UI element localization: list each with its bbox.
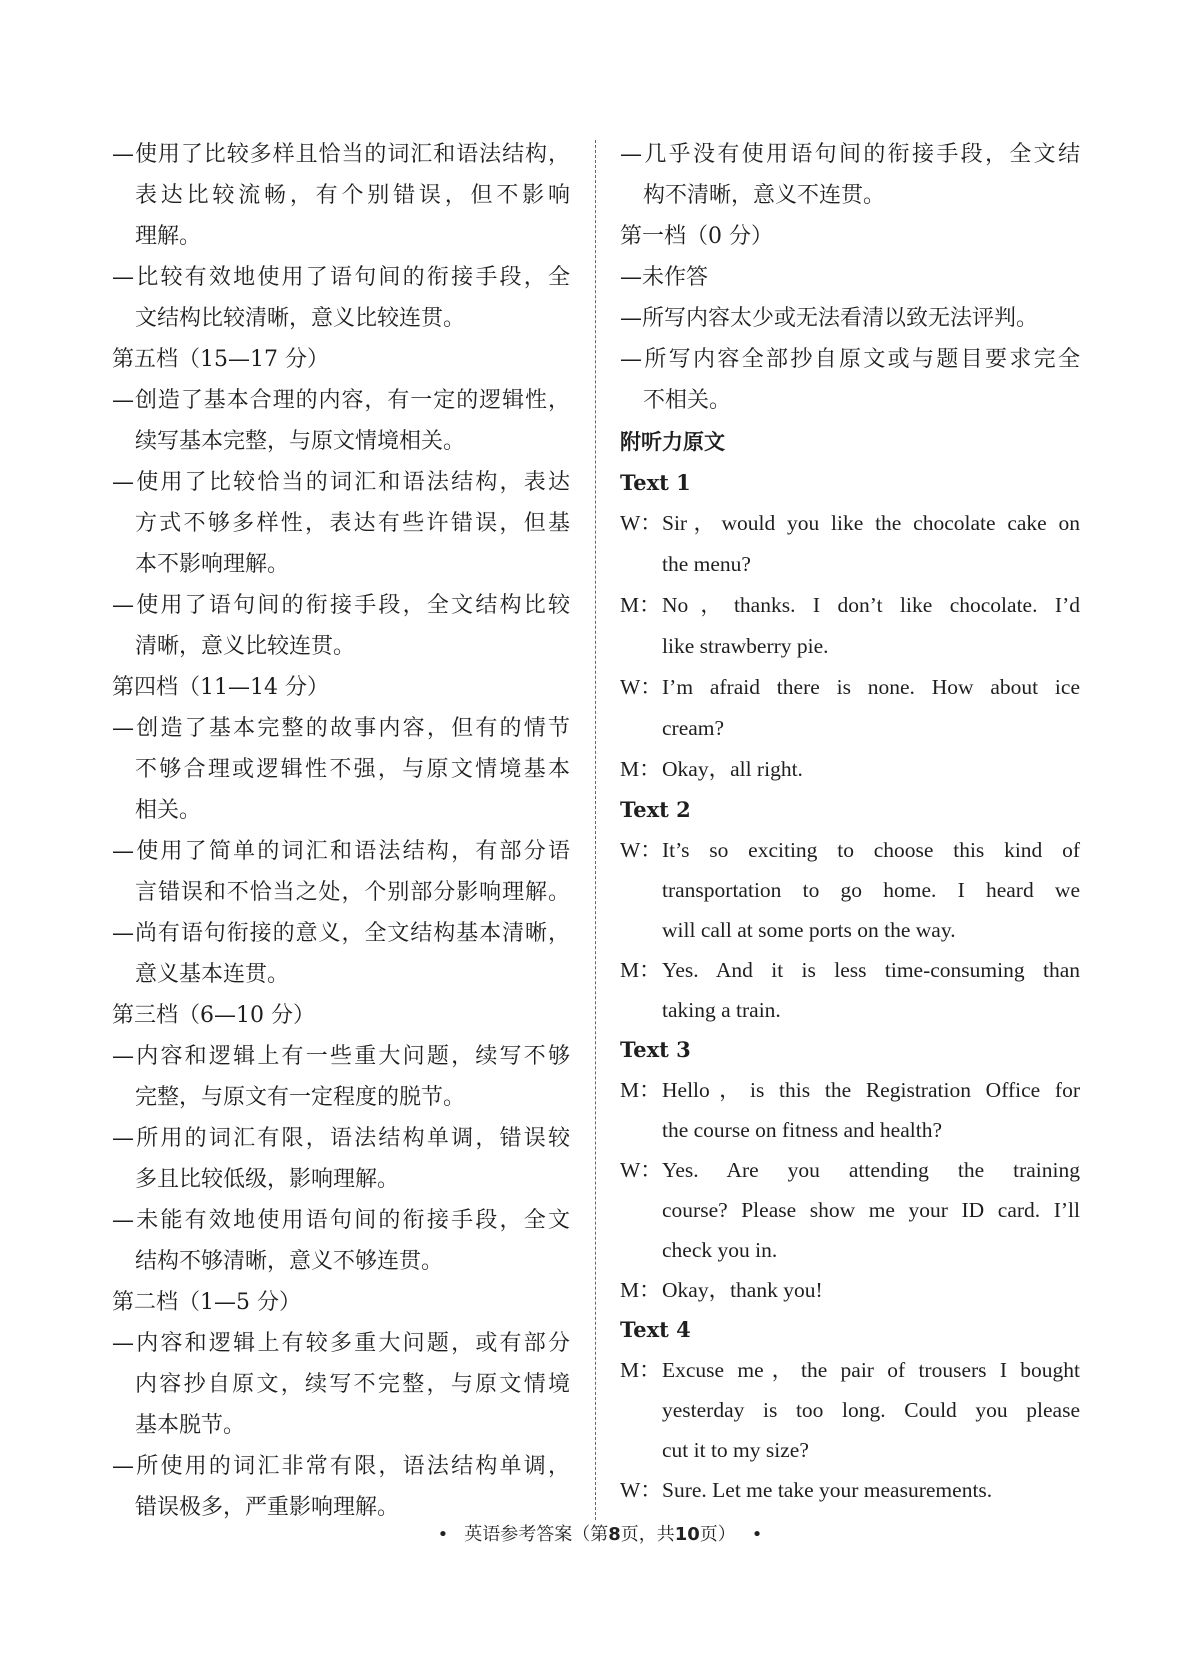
dialogue-line: M： Okay，thank you! [620,1270,1080,1310]
band-heading: 第五档（15—17 分） [112,347,329,372]
rubric-line: —几乎没有使用语句间的衔接手段，全文结 [620,142,1080,167]
rubric-line: 构不清晰，意义不连贯。 [643,183,886,208]
page-footer [0,1520,1200,1546]
dialogue-line: W： Sir，would you like the chocolate cake on [620,503,1080,544]
dialogue-continuation: will call at some ports on the way. [662,918,956,942]
speaker-label: W： [620,1158,662,1182]
rubric-line: 方式不够多样性，表达有些许错误，但基 [135,511,570,536]
dialogue-continuation: like strawberry pie. [662,634,829,658]
text-title: Text 1 [620,470,691,495]
dialogue-continuation: cut it to my size? [662,1438,809,1462]
dialogue-line: W： Sure. Let me take your measurements. [620,1470,1080,1510]
rubric-line: —内容和逻辑上有一些重大问题，续写不够 [112,1044,570,1069]
rubric-line: —所用的词汇有限，语法结构单调，错误较 [112,1126,570,1151]
band-heading: 第一档（0 分） [620,224,773,249]
rubric-line: 清晰，意义比较连贯。 [135,634,356,659]
rubric-line: 基本脱节。 [135,1413,246,1438]
rubric-line: 文结构比较清晰，意义比较连贯。 [135,306,466,331]
footer-middle: 页，共 [620,1524,675,1545]
dialogue-line: W： Yes. Are you attending the training [620,1150,1080,1190]
rubric-line: —使用了语句间的衔接手段，全文结构比较 [112,593,570,618]
rubric-line: 多且比较低级，影响理解。 [135,1167,400,1192]
rubric-line: 表达比较流畅，有个别错误，但不影响 [135,183,570,208]
speaker-label: M： [620,1358,661,1382]
rubric-line: —使用了比较多样且恰当的词汇和语法结构， [112,142,570,167]
rubric-line: —未能有效地使用语句间的衔接手段，全文 [112,1208,570,1233]
rubric-line: 完整，与原文有一定程度的脱节。 [135,1085,466,1110]
rubric-line: 错误极多，严重影响理解。 [135,1495,400,1520]
text-title: Text 2 [620,797,691,822]
rubric-line: —创造了基本合理的内容，有一定的逻辑性， [112,388,570,413]
rubric-line: —使用了比较恰当的词汇和语法结构，表达 [112,470,570,495]
speaker-label: M： [620,1078,661,1102]
right-column [620,134,1080,1510]
speaker-label: W： [620,838,662,862]
text-title: Text 4 [620,1317,691,1342]
rubric-line: 不够合理或逻辑性不强，与原文情境基本 [135,757,570,782]
dialogue-continuation: transportation to go home. I heard we [662,878,1080,902]
rubric-line: —所写内容全部抄自原文或与题目要求完全 [620,347,1080,372]
page-total: 10 [674,1524,700,1545]
dialogue-continuation: the course on fitness and health? [662,1118,943,1142]
speaker-label: M： [620,958,661,982]
speaker-label: W： [620,675,662,699]
rubric-line: 内容抄自原文，续写不完整，与原文情境 [135,1372,570,1397]
rubric-line: —未作答 [620,265,709,290]
left-column [112,134,570,1528]
band-heading: 第二档（1—5 分） [112,1290,301,1315]
rubric-line: 本不影响理解。 [135,552,290,577]
band-heading: 第三档（6—10 分） [112,1003,315,1028]
speaker-label: M： [620,1278,661,1302]
speaker-label: W： [620,511,662,535]
footer-bullet: • [437,1524,449,1545]
rubric-line: —所使用的词汇非常有限，语法结构单调， [112,1454,570,1479]
rubric-line: —使用了简单的词汇和语法结构，有部分语 [112,839,570,864]
rubric-line: —内容和逻辑上有较多重大问题，或有部分 [112,1331,570,1356]
footer-prefix: 英语参考答案（第 [464,1524,609,1545]
rubric-line: 不相关。 [643,388,732,413]
listening-title: 附听力原文 [620,429,725,454]
rubric-line: 续写基本完整，与原文情境相关。 [135,429,466,454]
dialogue-line: W： It’s so exciting to choose this kind of [620,830,1080,870]
dialogue-continuation: yesterday is too long. Could you please [662,1398,1080,1422]
rubric-line: —尚有语句衔接的意义，全文结构基本清晰， [112,921,570,946]
dialogue-continuation: course? Please show me your ID card. I’ll [662,1198,1080,1222]
speaker-label: M： [620,757,661,781]
page-number: 8 [608,1524,621,1545]
rubric-line: 相关。 [135,798,202,823]
dialogue-continuation: taking a train. [662,998,781,1022]
rubric-line: —所写内容太少或无法看清以致无法评判。 [620,306,1039,331]
dialogue-continuation: check you in. [662,1238,778,1262]
footer-bullet: • [751,1524,763,1545]
dialogue-continuation: cream? [662,716,725,740]
speaker-label: W： [620,1478,662,1502]
dialogue-line: M： No，thanks. I don’t like chocolate. I’d [620,585,1080,626]
rubric-line: 意义基本连贯。 [135,962,290,987]
dialogue-line: M： Excuse me，the pair of trousers I bought [620,1350,1080,1390]
dialogue-line: M： Hello，is this the Registration Office for [620,1070,1080,1110]
rubric-line: 言错误和不恰当之处，个别部分影响理解。 [135,880,570,905]
dialogue-continuation: the menu? [662,552,751,576]
column-divider [595,140,596,1520]
footer-suffix: 页） [699,1524,736,1545]
rubric-line: —比较有效地使用了语句间的衔接手段，全 [112,265,570,290]
dialogue-line: M： Okay，all right. [620,749,1080,790]
rubric-line: 理解。 [135,224,202,249]
speaker-label: M： [620,593,661,617]
rubric-line: —创造了基本完整的故事内容，但有的情节 [112,716,570,741]
text-title: Text 3 [620,1037,691,1062]
dialogue-line: M： Yes. And it is less time-consuming than [620,950,1080,990]
rubric-line: 结构不够清晰，意义不够连贯。 [135,1249,444,1274]
band-heading: 第四档（11—14 分） [112,675,329,700]
dialogue-line: W： I’m afraid there is none. How about ice [620,667,1080,708]
